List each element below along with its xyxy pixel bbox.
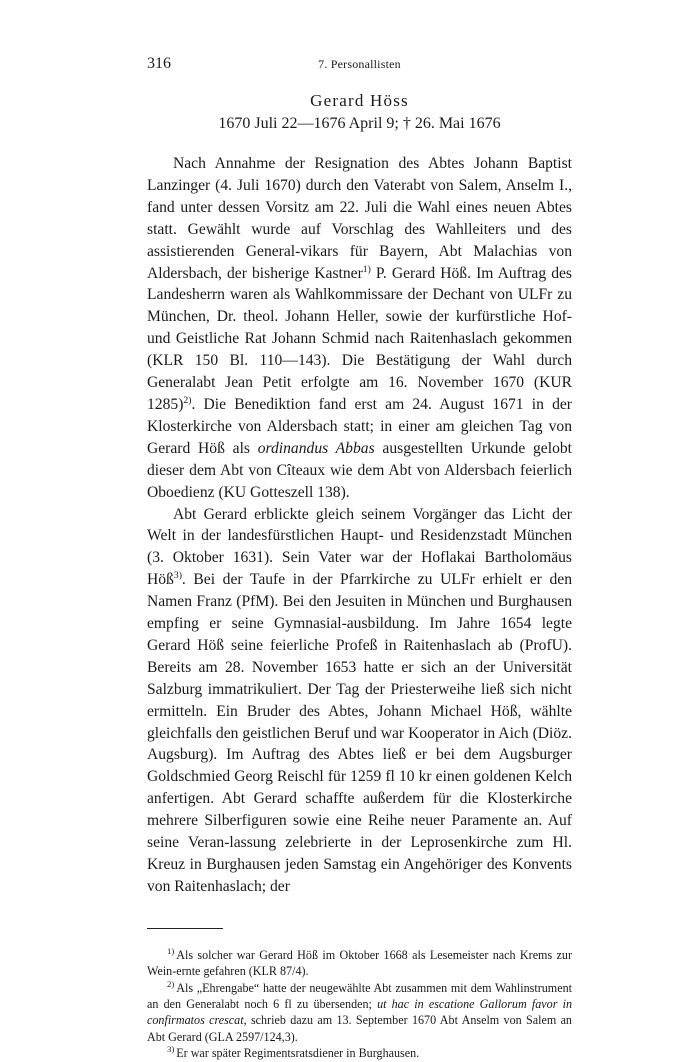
text-span: Nach Annahme der Resignation des Abtes Johann Baptist Lanzinger (4. Juli 1670) durch den Vaterabt von Salem, Anselm I., fand unter dessen Vorsitz am 22. Juli die Wahl eines neuen Abtes statt. Gewählt wurde auf Vorschlag des Wahlleiters und des assistierenden General-vikars für Bayern, Abt Malachias von Aldersbach, der bisherige Kastner <box>147 155 572 282</box>
page-number: 316 <box>147 55 171 72</box>
text-span: . Die Benediktion fand erst am 24. August 1671 in der Klosterkirche von Aldersbach statt; in einer am gleichen Tag von Gerard Höß als <box>147 395 572 457</box>
footnote-text: Als solcher war Gerard Höß im Oktober 1668 als Lesemeister nach Krems zur Wein-ernte gefahren (KLR 87/4). <box>147 947 572 979</box>
text-span: Abt Gerard erblickte gleich seinem Vorgänger das Licht der Welt in der landesfürstlichen Haupt- und Residenzstadt München (3. Oktober 1631). Sein Vater war der Hoflakai Bartholomäus Höß <box>147 505 572 589</box>
footnote-divider <box>147 928 223 929</box>
text-span: ausgestellten Urkunde gelobt dieser dem Abt von Cîteaux wie dem Abt von Aldersbach feierlich Oboedienz (KU Gotteszell 138). <box>147 439 572 501</box>
text-span: . Bei der Taufe in der Pfarrkirche zu ULFr erhielt er den Namen Franz (PfM). Bei den Jesuiten in München und Burghausen empfing er seine Gymnasial-ausbildung. Im Jahre 1654 legte Gerard Höß seine feierliche Profeß in Raitenhaslach ab (ProfU). Bereits am 28. November 1653 hatte er sich an der Universität Salzburg immatrikuliert. Der Tag der Priesterweihe ließ sich nicht ermitteln. Ein Bruder des Abtes, Johann Michael Höß, wählte gleichfalls den geistlichen Beruf und war Kooperator in Aich (Diöz. Augsburg). Im Auftrag des Abtes ließ er bei dem Augsburger Goldschmied Georg Reischl für 1259 fl 10 kr einen goldenen Kelch anfertigen. Abt Gerard schaffte außerdem für die Klosterkirche mehrere Silberfiguren sowie eine Reihe neuer Paramente an. Auf seine Veran-lassung zelebrierte in der Leprosenkirche zum Hl. Kreuz in Burghausen jeden Samstag ein Angehöriger des Konvents von Raitenhaslach; der <box>147 571 572 895</box>
document-page <box>147 52 572 1062</box>
footnote-mark: 2) <box>167 978 175 989</box>
entry-dates: 1670 Juli 22—1676 April 9; † 26. Mai 1676 <box>218 115 501 132</box>
text-span: P. Gerard Höß. Im Auftrag des Landesherrn waren als Wahlkommissare der Dechant von ULFr zu München, Dr. theol. Johann Heller, sowie der kurfürstliche Hof- und Geistliche Rat Johann Schmid nach Raitenhaslach gekommen (KLR 150 Bl. 110—143). Die Bestätigung der Wahl durch Generalabt Jean Petit erfolgte am 16. November 1670 (KUR 1285) <box>147 264 573 413</box>
footnote-text: Als „Ehrengabe“ hatte der neugewählte Abt zusammen mit dem Wahlinstrument an den Generalabt noch 6 fl zu übersenden; <box>147 980 572 1012</box>
footnote-text: schrieb dazu am 13. September 1670 Abt Anselm von Salem an Abt Gerard (GLA 2597/124,3). <box>147 1013 572 1044</box>
footnote-2 <box>147 980 572 1046</box>
footnote-ref-3[interactable]: 3) <box>173 570 182 582</box>
chapter-title: 7. Personallisten <box>318 57 401 71</box>
italic-text: ut hac in escatione Gallorum favor in confirmatos crescat, <box>147 997 572 1028</box>
footnote-mark: 3) <box>167 1044 175 1055</box>
footnote-ref-2[interactable]: 2) <box>183 394 192 406</box>
entry-title: Gerard Höss <box>310 91 409 110</box>
footnotes <box>147 947 572 1062</box>
italic-text: ordinandus Abbas <box>257 439 375 457</box>
paragraph-1 <box>147 153 572 504</box>
footnote-3 <box>147 1045 572 1061</box>
body-text <box>147 153 572 898</box>
footnote-mark: 1) <box>167 945 175 956</box>
paragraph-2 <box>147 504 572 898</box>
footnote-1 <box>147 947 572 980</box>
running-head <box>147 52 572 74</box>
footnote-ref-1[interactable]: 1) <box>362 263 371 275</box>
footnote-text: Er war später Regimentsratsdiener in Burghausen. <box>176 1046 420 1061</box>
